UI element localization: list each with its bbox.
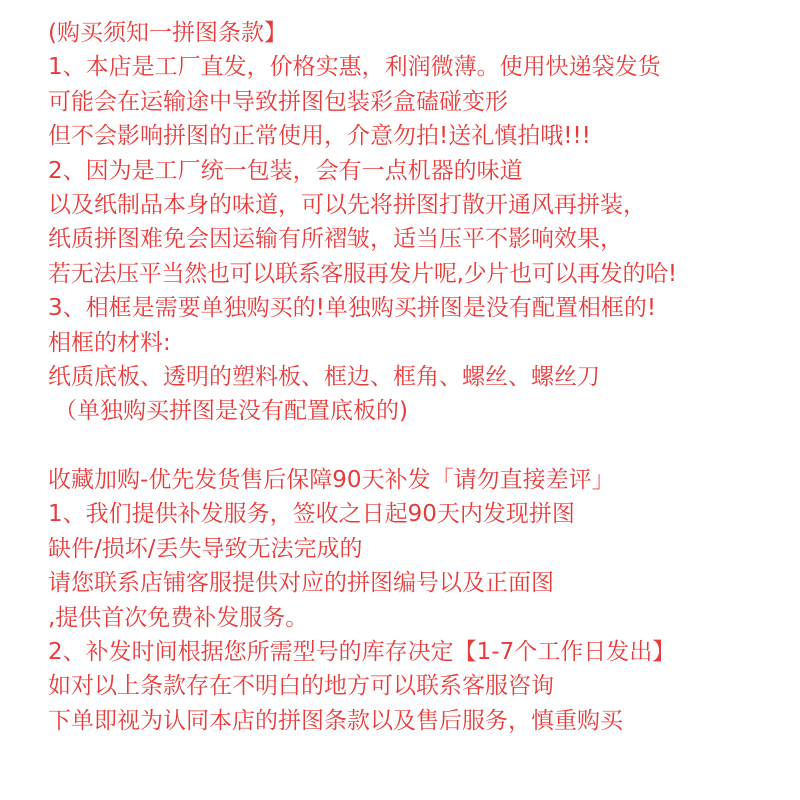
notice-line: 1、本店是工厂直发，价格实惠，利润微薄。使用快递袋发货: [48, 54, 661, 81]
notice-line: 相框的材料:: [48, 329, 171, 356]
notice-line: 纸质底板、透明的塑料板、框边、框角、螺丝、螺丝刀: [48, 363, 600, 390]
notice-line: 2、因为是工厂统一包装，会有一点机器的味道: [48, 157, 523, 184]
notice-line: 纸质拼图难免会因运输有所褶皱，适当压平不影响效果，: [48, 226, 623, 253]
notice-line: ,提供首次免费补发服务。: [48, 604, 309, 631]
section1-heading: (购买须知一拼图条款】: [48, 20, 287, 46]
purchase-notice: [48, 16, 788, 738]
notice-line: 下单即视为认同本店的拼图条款以及售后服务，慎重购买: [48, 707, 623, 734]
section2-heading: 收藏加购-优先发货售后保障90天补发「请勿直接差评」: [48, 467, 615, 494]
notice-line: 但不会影响拼图的正常使用，介意勿拍!送礼慎拍哦!!!: [48, 123, 591, 150]
notice-line: 缺件/损坏/丢失导致无法完成的: [48, 535, 363, 562]
notice-line: 请您联系店铺客服提供对应的拼图编号以及正面图: [48, 570, 554, 597]
notice-line: 以及纸制品本身的味道，可以先将拼图打散开通风再拼装，: [48, 191, 646, 218]
section-divider: [48, 429, 788, 463]
notice-line: 1、我们提供补发服务，签收之日起90天内发现拼图: [48, 501, 575, 528]
notice-line: 如对以上条款存在不明白的地方可以联系客服咨询: [48, 673, 554, 700]
notice-line: 若无法压平当然也可以联系客服再发片呢,少片也可以再发的哈!: [48, 260, 677, 287]
notice-line: 3、相框是需要单独购买的!单独购买拼图是没有配置相框的!: [48, 295, 657, 322]
notice-line: 可能会在运输途中导致拼图包装彩盒磕碰变形: [48, 88, 508, 115]
notice-line: （单独购买拼图是没有配置底板的): [54, 398, 408, 425]
notice-line: 2、补发时间根据您所需型号的库存决定【1-7个工作日发出】: [48, 639, 676, 666]
